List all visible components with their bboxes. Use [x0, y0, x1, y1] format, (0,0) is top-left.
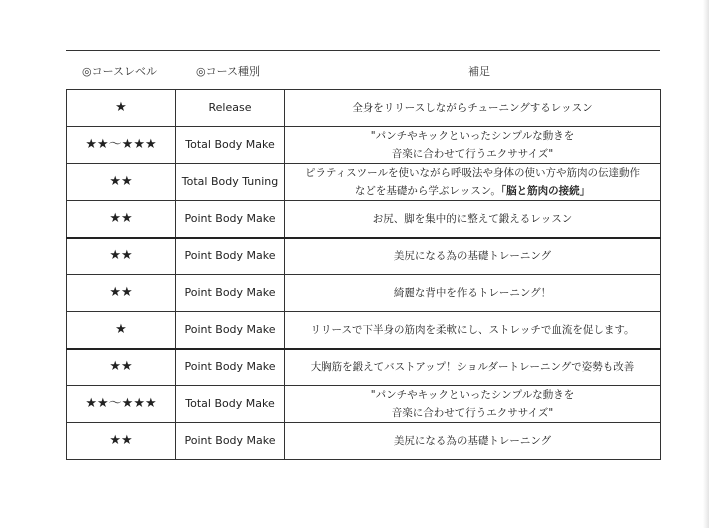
note-line: [287, 182, 658, 200]
header-course-type: ◎コース種別: [196, 65, 261, 78]
table-row: [67, 90, 661, 127]
course-note: [285, 238, 661, 275]
course-level: ★: [67, 312, 176, 349]
course-note: [285, 349, 661, 386]
table-row: [67, 275, 661, 312]
table-header: [66, 57, 660, 83]
note-line: 美尻になる為の基礎トレーニング: [393, 435, 552, 447]
note-line: ピラティスツールを使いながら呼吸法や身体の使い方や筋肉の伝達動作: [305, 167, 640, 179]
table-row: [67, 423, 661, 460]
note-line: お尻、脚を集中的に整えて鍛えるレッスン: [372, 212, 573, 225]
table-row: [67, 238, 661, 275]
course-level: ★★: [67, 423, 176, 460]
note-line-text: などを基礎から学ぶレッスン。: [354, 185, 501, 197]
course-note: [285, 275, 661, 312]
course-type: Point Body Make: [176, 312, 285, 349]
table-row: [67, 164, 661, 201]
note-line: 大胸筋を鍛えてバストアップ！ショルダートレーニングで姿勢も改善: [310, 361, 635, 374]
note-line: 綺麗な背中を作るトレーニング！: [393, 287, 552, 299]
top-rule: [66, 50, 660, 51]
course-type: Point Body Make: [176, 275, 285, 312]
note-line: リリースで下半身の筋肉を柔軟にし、ストレッチで血流を促します。: [310, 323, 635, 336]
course-level: ★★〜★★★: [67, 127, 176, 164]
note-line: 音楽に合わせて行うエクササイズ": [391, 407, 554, 419]
note-line: "パンチやキックといったシンプルな動きを: [370, 389, 575, 401]
table-row: [67, 201, 661, 238]
course-note: [285, 312, 661, 349]
table-row: [67, 127, 661, 164]
course-type: Point Body Make: [176, 238, 285, 275]
course-table: [66, 89, 661, 460]
course-level: ★★〜★★★: [67, 386, 176, 423]
note-emphasis: 「脳と筋肉の接続」: [500, 185, 591, 197]
course-note: [285, 386, 661, 423]
table-row: [67, 312, 661, 349]
course-type: Point Body Make: [176, 423, 285, 460]
course-level: ★★: [67, 275, 176, 312]
course-level: ★★: [67, 349, 176, 386]
table-row: [67, 386, 661, 423]
course-note: [285, 127, 661, 164]
course-type: Point Body Make: [176, 201, 285, 238]
header-course-level: ◎コースレベル: [82, 65, 158, 78]
page-edge-shadow: [703, 0, 709, 528]
header-notes: 補足: [468, 65, 490, 78]
table-row: [67, 349, 661, 386]
course-level: ★★: [67, 238, 176, 275]
course-level: ★★: [67, 201, 176, 238]
course-type: Total Body Make: [176, 386, 285, 423]
note-line: 美尻になる為の基礎トレーニング: [393, 250, 552, 263]
course-type: Total Body Make: [176, 127, 285, 164]
course-note: [285, 201, 661, 238]
course-note: [285, 90, 661, 127]
course-type: Release: [176, 90, 285, 127]
note-line: "パンチやキックといったシンプルな動きを: [370, 130, 575, 142]
course-level: ★★: [67, 164, 176, 201]
note-line: 全身をリリースしながらチューニングするレッスン: [352, 102, 593, 114]
course-type: Total Body Tuning: [176, 164, 285, 201]
course-level: ★: [67, 90, 176, 127]
note-line: 音楽に合わせて行うエクササイズ": [391, 148, 554, 160]
course-type: Point Body Make: [176, 349, 285, 386]
course-note: [285, 164, 661, 201]
course-note: [285, 423, 661, 460]
